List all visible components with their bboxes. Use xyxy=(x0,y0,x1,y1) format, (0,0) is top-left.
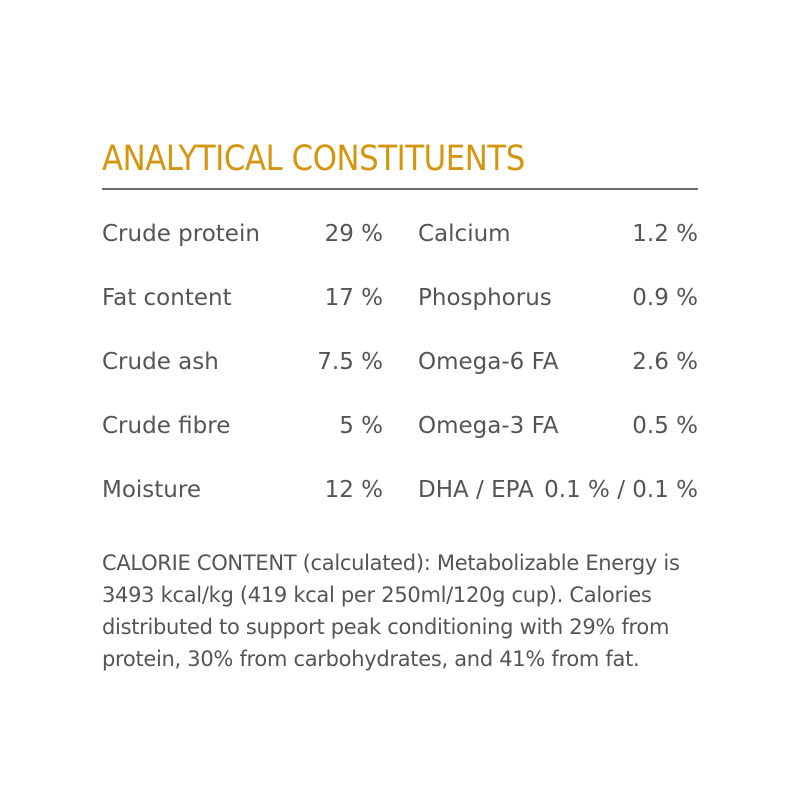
constituent-row xyxy=(102,338,383,402)
analytical-constituents-panel xyxy=(102,134,698,503)
constituent-value: 17 % xyxy=(324,285,383,311)
constituent-label: Moisture xyxy=(102,477,201,503)
constituent-row xyxy=(418,466,698,530)
constituent-row xyxy=(418,274,698,338)
constituent-row xyxy=(102,402,383,466)
constituent-label: Crude fibre xyxy=(102,413,231,439)
constituent-value: 29 % xyxy=(324,221,383,247)
constituent-value: 0.9 % xyxy=(632,285,698,311)
constituent-value: 12 % xyxy=(324,477,383,503)
constituent-value: 2.6 % xyxy=(632,349,698,375)
calorie-content-paragraph: CALORIE CONTENT (calculated): Metabolizable Energy is 3493 kcal/kg (419 kcal per 250ml/120g cup). Calories distributed to support peak conditioning with 29% from protein, 30% from carbohydrates, and 41% from fat. xyxy=(102,551,680,671)
constituent-value: 0.1 % / 0.1 % xyxy=(544,477,698,503)
right-column xyxy=(418,210,698,530)
left-column xyxy=(102,210,383,530)
constituent-label: Omega-6 FA xyxy=(418,349,559,375)
constituent-label: Crude ash xyxy=(102,349,219,375)
constituent-value: 5 % xyxy=(339,413,383,439)
constituent-label: Fat content xyxy=(102,285,232,311)
section-title: ANALYTICAL CONSTITUENTS xyxy=(102,139,525,179)
constituent-label: Calcium xyxy=(418,221,511,247)
title-divider xyxy=(102,188,698,190)
constituent-row xyxy=(418,210,698,274)
constituent-row xyxy=(418,338,698,402)
constituent-label: Phosphorus xyxy=(418,285,552,311)
constituent-label: Omega-3 FA xyxy=(418,413,559,439)
constituent-label: Crude protein xyxy=(102,221,260,247)
constituent-value: 0.5 % xyxy=(632,413,698,439)
constituent-row xyxy=(418,402,698,466)
constituent-value: 7.5 % xyxy=(317,349,383,375)
constituent-row xyxy=(102,274,383,338)
constituent-value: 1.2 % xyxy=(632,221,698,247)
constituent-label: DHA / EPA xyxy=(418,477,534,503)
constituent-row xyxy=(102,210,383,274)
constituent-row xyxy=(102,466,383,530)
